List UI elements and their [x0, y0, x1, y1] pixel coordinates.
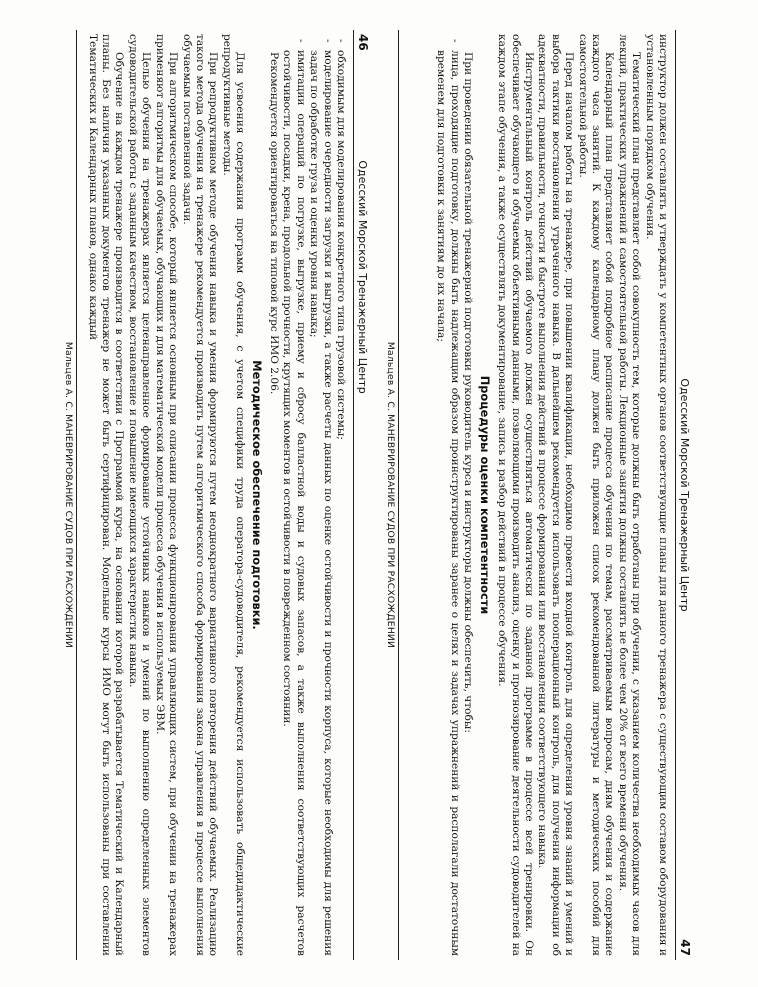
requirements-list — [434, 34, 461, 956]
paragraph: При алгоритмическом способе, который является основным при описании процесса функционирования управляющих систем, при обучении на тренажерах применяют алгоритмы для обучаемых, обучающих и для математической модели процесса обучения в используемых ЭВМ. — [153, 34, 180, 956]
page-46 — [60, 30, 378, 960]
page-47 — [382, 30, 700, 960]
page-number: 47 — [678, 939, 692, 956]
paragraph: При репродуктивном методе обучения навыка и умения формируются путем неоднократного вариативного повторения действий обучаемых. Реализацию такого метода обучения на тренажере рекомендуется производить путем алгоритмического способа формирования закона управления в процессе выполнения обучаемым поставленной задачи. — [180, 34, 220, 956]
running-head: Одесский Морской Тренажерный Центр — [678, 378, 691, 612]
running-head: Одесский Морской Тренажерный Центр — [356, 160, 369, 394]
page-body — [399, 30, 675, 960]
page-header — [675, 30, 700, 960]
paragraph: инструктор должен составлять и утверждать у компетентных органов соответствующие планы для данного тренажера с существующим составом оборудования и установленным порядком обучения. — [643, 34, 669, 956]
paragraph: Для усвоения содержания программ обучения, с учетом специфики труда оператора-судоводителя, рекомендуется использовать общедидактические репродуктивные методы. — [220, 34, 247, 956]
list-item: - имитации операций по погрузке, выгрузке, приему и сбросу балластной воды и судовых запасов, а также выполнения соответствующих расчетов остойчивости, посадки, крена, продольной прочности, крутящих моментов и остойчивости в поврежденном состоянии. — [280, 50, 307, 956]
page-footer: Мальцев А. С. МАНЕВРИРОВАНИЕ СУДОВ ПРИ РАСХОЖДЕНИИ — [382, 30, 399, 960]
paragraph: Обучение на каждом тренажере производится в соответствии с Программой курса, на основании которой разрабатывается Тематический и Календарный планы. Без наличия указанных документов тренажер не может быть сертифицирован. Модельные курсы ИМО могут быть использованы при составлении Тематических и Календарных планов, однако каждый — [86, 34, 126, 956]
section-title: Методическое обеспечение подготовки. — [249, 360, 264, 630]
page-number: 46 — [356, 34, 370, 51]
list-item: - моделирование очередности загрузки и выгрузки, а также расчеты данных по оценке остойчивости и прочности корпуса, которые необходимы для решения задач по обработке груза и оценки уровня навыка; — [307, 50, 334, 956]
paragraph: Тематический план представляет собой совокупность тем, которые должны быть отработаны при обучении, с указанием количества необходимых часов для лекций, практических упражнений и самостоятельной работы. Лекционные занятия должны составлять не более чем 20% от всего времени обучения. — [616, 34, 643, 956]
section-title: Процедуры оценки компетентности — [477, 375, 492, 615]
paragraph-note: Рекомендуется ориентироваться на типовой курс ИМО 2.06. — [267, 52, 280, 395]
list-item: - обходимым для моделирования конкретного типа грузовой системы; — [334, 50, 347, 956]
page-body — [77, 30, 353, 960]
paragraph: Перед началом работы на тренажере, при повышении квалификации, необходимо провести входной контроль для определения уровня знаний и умений и выбора тактики восстановления утраченного навыка. В дальнейшем рекомендуется использовать пооперационный контроль, для получения информации об адекватности, правильности, точности и быстроте выполнения действий в процессе формирования или восстановления соответствующего навыка. — [536, 34, 576, 956]
paragraph: Целью обучения на тренажерах является целенаправленное формирование устойчивых навыков и умений по выполнению определенных элементов судоводительской работы с заданным качеством, восстановление и повышение имеющихся характеристик навыка. — [126, 34, 153, 956]
page-header — [353, 30, 378, 960]
task-list — [280, 34, 347, 956]
page-footer: Мальцев А. С. МАНЕВРИРОВАНИЕ СУДОВ ПРИ РАСХОЖДЕНИИ — [60, 30, 77, 960]
list-item: - лица, проходящие подготовку, должны быть надлежащим образом проинструктированы заранее о целях и задачах упражнений и располагали достаточным временем для подготовки к занятиям до их начала; — [434, 50, 461, 956]
paragraph: Календарный план представляет собой подробное расписание процесса обучения по темам, рассматриваемым вопросам, дням обучения и содержание каждого часа занятий. К каждому календарному плану должен быть приложен список рекомендованной литературы и методических пособий для самостоятельной работы. — [576, 34, 616, 956]
paragraph: При проведении обязательной тренажерной подготовки руководитель курса и инструкторы должны обеспечить, чтобы: — [462, 52, 475, 733]
paragraph: Инструментальный контроль действий обучаемого должен осуществляться автоматически по заданной программе в процессе всей тренировки. Он обеспечивает обучающего и обучаемых объективными данными, позволяющими производить анализ, оценку и прогнозирование деятельности судоводителей на каждом этапе обучения, а также осуществлять документирование, запись и разбор действий в процессе обучения. — [496, 34, 535, 956]
